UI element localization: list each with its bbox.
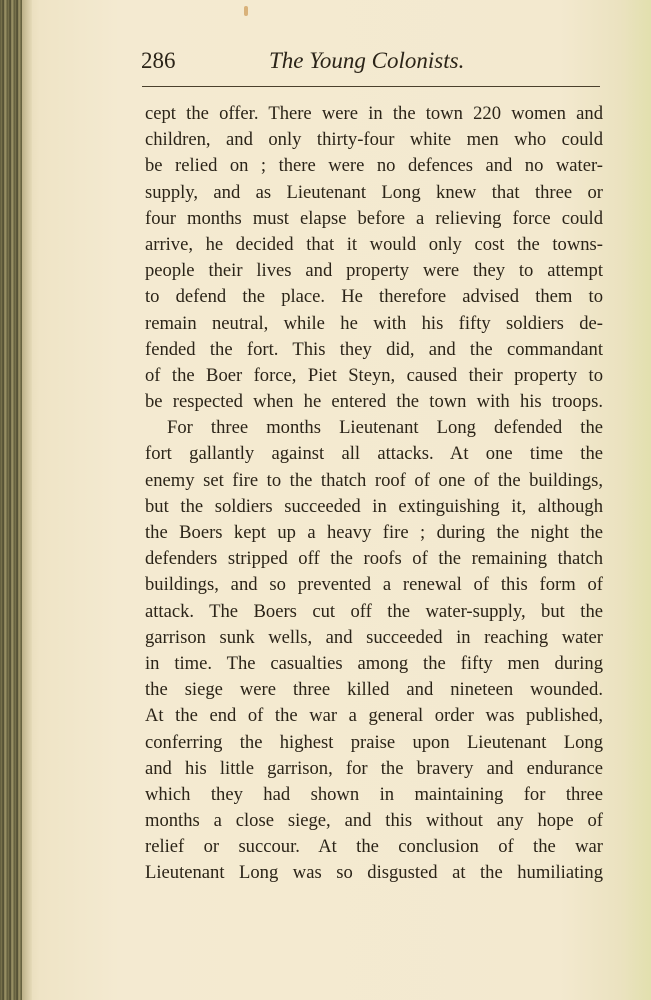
text-line: people their lives and property were they to attempt bbox=[145, 260, 603, 282]
text-line: remain neutral, while he with his fifty soldiers de- bbox=[145, 312, 603, 334]
book-spine bbox=[0, 0, 22, 1000]
text-line: conferring the highest praise upon Lieutenant Long bbox=[145, 731, 603, 753]
text-line: to defend the place. He therefore advised them to bbox=[145, 286, 603, 308]
text-line: be respected when he entered the town with his troops. bbox=[145, 391, 603, 413]
body-text bbox=[145, 101, 603, 887]
text-line: defenders stripped off the roofs of the remaining thatch bbox=[145, 548, 603, 570]
text-line: fort gallantly against all attacks. At one time the bbox=[145, 443, 603, 465]
running-title: The Young Colonists. bbox=[269, 48, 465, 73]
text-line: buildings, and so prevented a renewal of this form of bbox=[145, 574, 603, 596]
text-line: in time. The casualties among the fifty men during bbox=[145, 652, 603, 674]
text-line: Lieutenant Long was so disgusted at the humiliating bbox=[145, 862, 603, 884]
text-line: fended the fort. This they did, and the commandant bbox=[145, 338, 603, 360]
text-line: the siege were three killed and nineteen wounded. bbox=[145, 679, 603, 701]
paper-blemish bbox=[244, 6, 248, 16]
text-line: cept the offer. There were in the town 220 women and bbox=[145, 103, 603, 124]
text-line: For three months Lieutenant Long defended the bbox=[167, 417, 603, 439]
page-header bbox=[141, 48, 599, 78]
text-line: of the Boer force, Piet Steyn, caused their property to bbox=[145, 364, 603, 386]
text-line: the Boers kept up a heavy fire ; during the night the bbox=[145, 522, 603, 543]
text-line: At the end of the war a general order was published, bbox=[145, 705, 603, 727]
text-line: attack. The Boers cut off the water-supply, but the bbox=[145, 600, 603, 622]
text-line: enemy set fire to the thatch roof of one of the buildings, bbox=[145, 469, 603, 491]
text-line: and his little garrison, for the bravery and endurance bbox=[145, 757, 603, 779]
page-number: 286 bbox=[141, 48, 176, 73]
text-line: months a close siege, and this without any hope of bbox=[145, 810, 603, 832]
text-line: supply, and as Lieutenant Long knew that three or bbox=[145, 181, 603, 203]
text-line: arrive, he decided that it would only cost the towns- bbox=[145, 233, 603, 255]
header-rule bbox=[142, 86, 600, 87]
text-line: garrison sunk wells, and succeeded in reaching water bbox=[145, 626, 603, 648]
text-line: but the soldiers succeeded in extinguishing it, although bbox=[145, 495, 603, 517]
text-line: four months must elapse before a relieving force could bbox=[145, 207, 603, 229]
text-line: relief or succour. At the conclusion of the war bbox=[145, 836, 603, 858]
text-line: children, and only thirty-four white men who could bbox=[145, 129, 603, 151]
page-gutter bbox=[22, 0, 32, 1000]
text-line: which they had shown in maintaining for three bbox=[145, 783, 603, 805]
text-line: be relied on ; there were no defences and no water- bbox=[145, 155, 603, 177]
